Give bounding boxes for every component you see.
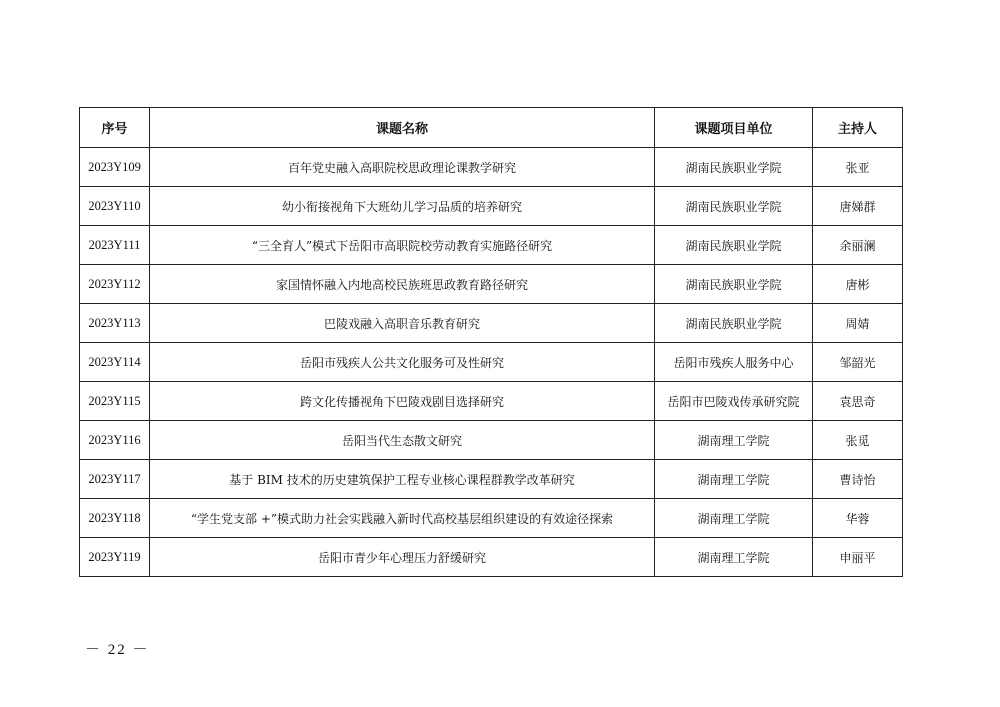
cell-index: 2023Y110 — [80, 187, 150, 226]
cell-unit: 湖南民族职业学院 — [655, 304, 813, 343]
cell-host: 曹诗怡 — [813, 460, 903, 499]
table-header-row — [80, 108, 903, 148]
table-row — [80, 538, 903, 577]
cell-unit: 湖南理工学院 — [655, 460, 813, 499]
table-row — [80, 304, 903, 343]
cell-title: “学生党支部 +”模式助力社会实践融入新时代高校基层组织建设的有效途径探索 — [150, 499, 655, 538]
cell-unit: 岳阳市残疾人服务中心 — [655, 343, 813, 382]
cell-unit: 湖南理工学院 — [655, 421, 813, 460]
cell-host: 袁思奇 — [813, 382, 903, 421]
table-row — [80, 499, 903, 538]
cell-host: 周婧 — [813, 304, 903, 343]
header-host: 主持人 — [813, 108, 903, 148]
project-table — [79, 107, 903, 577]
cell-host: 张亚 — [813, 148, 903, 187]
cell-index: 2023Y117 — [80, 460, 150, 499]
cell-title: 基于 BIM 技术的历史建筑保护工程专业核心课程群教学改革研究 — [150, 460, 655, 499]
header-unit: 课题项目单位 — [655, 108, 813, 148]
table-row — [80, 382, 903, 421]
cell-host: 唐彬 — [813, 265, 903, 304]
cell-index: 2023Y119 — [80, 538, 150, 577]
cell-index: 2023Y109 — [80, 148, 150, 187]
cell-host: 张觅 — [813, 421, 903, 460]
cell-host: 邹韶光 — [813, 343, 903, 382]
cell-index: 2023Y116 — [80, 421, 150, 460]
header-title: 课题名称 — [150, 108, 655, 148]
cell-host: 华蓉 — [813, 499, 903, 538]
table-row — [80, 226, 903, 265]
cell-title: “三全育人”模式下岳阳市高职院校劳动教育实施路径研究 — [150, 226, 655, 265]
cell-unit: 岳阳市巴陵戏传承研究院 — [655, 382, 813, 421]
cell-title: 幼小衔接视角下大班幼儿学习品质的培养研究 — [150, 187, 655, 226]
cell-unit: 湖南理工学院 — [655, 538, 813, 577]
cell-index: 2023Y112 — [80, 265, 150, 304]
cell-title: 跨文化传播视角下巴陵戏剧目选择研究 — [150, 382, 655, 421]
cell-host: 余丽澜 — [813, 226, 903, 265]
cell-host: 唐娣群 — [813, 187, 903, 226]
cell-unit: 湖南理工学院 — [655, 499, 813, 538]
table-row — [80, 148, 903, 187]
cell-host: 申丽平 — [813, 538, 903, 577]
cell-title: 岳阳当代生态散文研究 — [150, 421, 655, 460]
table-row — [80, 265, 903, 304]
cell-unit: 湖南民族职业学院 — [655, 265, 813, 304]
cell-index: 2023Y111 — [80, 226, 150, 265]
header-index: 序号 — [80, 108, 150, 148]
cell-title: 岳阳市残疾人公共文化服务可及性研究 — [150, 343, 655, 382]
cell-title: 岳阳市青少年心理压力舒缓研究 — [150, 538, 655, 577]
cell-unit: 湖南民族职业学院 — [655, 187, 813, 226]
cell-unit: 湖南民族职业学院 — [655, 226, 813, 265]
cell-title: 家国情怀融入内地高校民族班思政教育路径研究 — [150, 265, 655, 304]
cell-index: 2023Y118 — [80, 499, 150, 538]
cell-index: 2023Y113 — [80, 304, 150, 343]
table-row — [80, 421, 903, 460]
table-row — [80, 460, 903, 499]
cell-index: 2023Y114 — [80, 343, 150, 382]
cell-title: 百年党史融入高职院校思政理论课教学研究 — [150, 148, 655, 187]
table-row — [80, 187, 903, 226]
cell-unit: 湖南民族职业学院 — [655, 148, 813, 187]
page-number: － 22 － — [85, 642, 150, 658]
cell-index: 2023Y115 — [80, 382, 150, 421]
table-row — [80, 343, 903, 382]
cell-title: 巴陵戏融入高职音乐教育研究 — [150, 304, 655, 343]
